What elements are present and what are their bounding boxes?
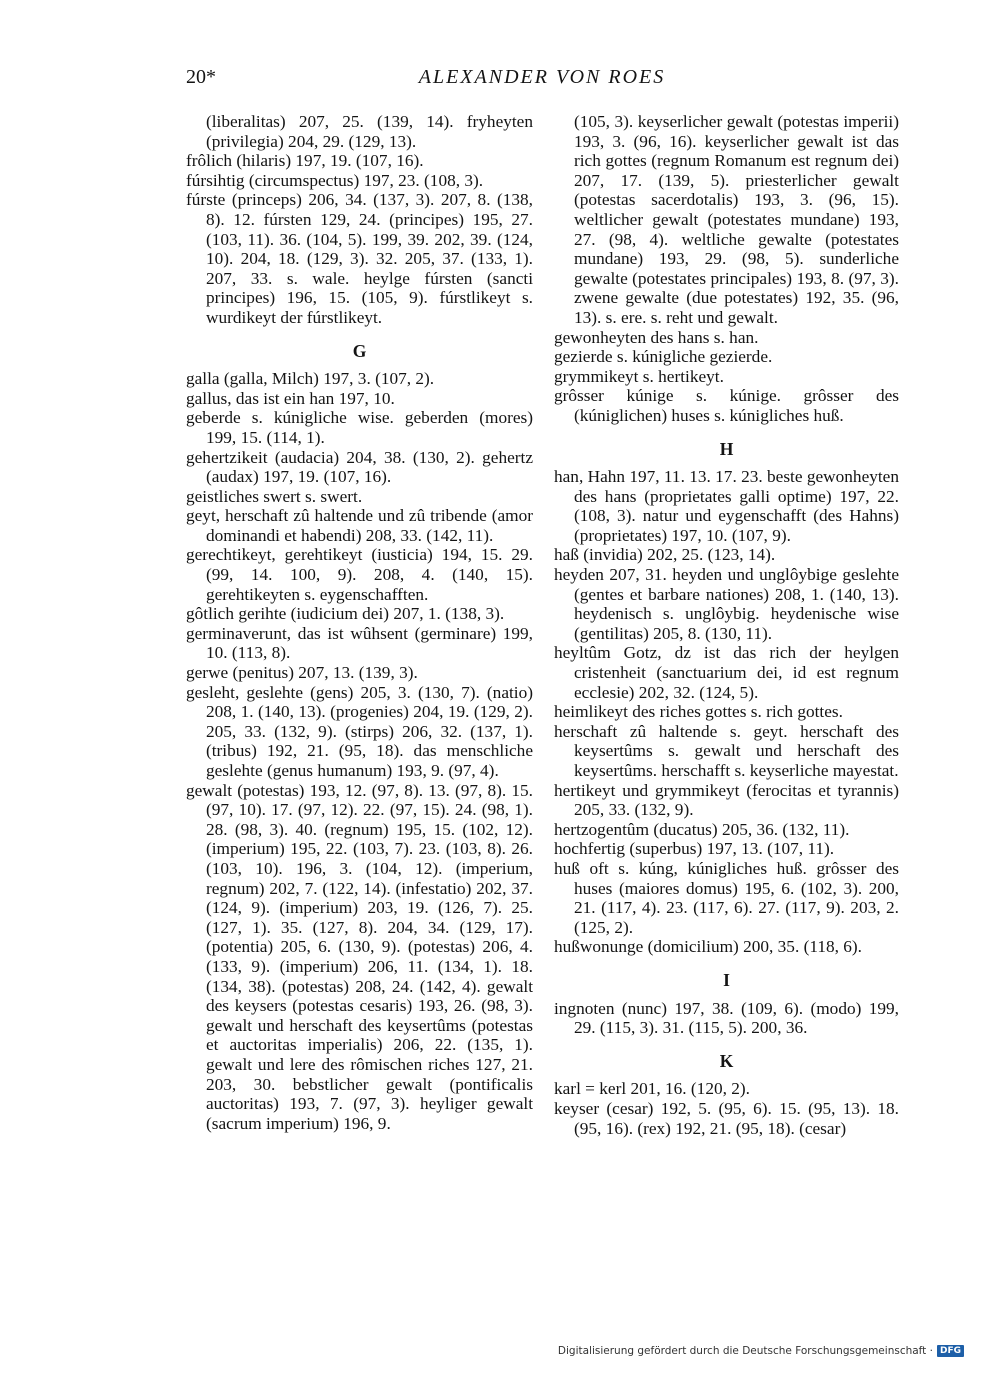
index-entry: heimlikeyt des riches gottes s. rich gottes. [554, 702, 843, 722]
index-entry: grymmikeyt s. hertikeyt. [554, 366, 724, 386]
index-entry: grôsser kúnige s. kúnige. grôsser des (kúniglichen) huses s. kúnigliches huß. [554, 386, 899, 425]
index-entry: gewonheyten des hans s. han. [554, 327, 759, 347]
index-entry: karl = kerl 201, 16. (120, 2). [554, 1079, 750, 1099]
index-entry: geyt, herschaft zû haltende und zû tribende (amor dominandi et habendi) 208, 33. (142, 11). [186, 506, 533, 545]
index-entry: geberde s. kúnigliche wise. geberden (mores) 199, 15. (114, 1). [186, 408, 533, 447]
index-entry: frôlich (hilaris) 197, 19. (107, 16). [186, 151, 424, 171]
index-entry-continued: (liberalitas) 207, 25. (139, 14). fryheyten (privilegia) 204, 29. (129, 13). [206, 112, 533, 151]
index-entry: hochfertig (superbus) 197, 13. (107, 11). [554, 839, 835, 859]
index-entry: gesleht, geslehte (gens) 205, 3. (130, 7). (natio) 208, 1. (140, 13). (progenies) 204, 19. (129, 2). 205, 33. (132, 9). (stirps) 206, 32. (137, 1). (tribus) 192, 21. (95, 18). das menschliche geslehte (genus humanum) 193, 9. (97, 4). [186, 682, 533, 780]
letter-heading: I [723, 969, 730, 990]
page-header [186, 66, 898, 96]
index-entry: hertzogentûm (ducatus) 205, 36. (132, 11). [554, 819, 850, 839]
index-entry-continued: (105, 3). keyserlicher gewalt (potestas imperii) 193, 3. (96, 16). keyserlicher gewalt ist das rich gottes (regnum Romanum est regnum dei) 207, 17. (139, 5). priesterlicher gewalt (potestas sacerdotalis) 193, 3. (96, 15). weltlicher gewalt (potestates mundane) 193, 27. (98, 4). weltliche gewalte (potestates mundane) 193, 29. (98, 5). sunderliche gewalte (potestates principales) 193, 8. (97, 3). zwene gewalte (due potestates) 192, 35. (96, 13). s. ere. s. reht und gewalt. [574, 112, 899, 327]
index-entry: germinaverunt, das ist wûhsent (germinare) 199, 10. (113, 8). [186, 623, 533, 663]
index-entry: galla (galla, Milch) 197, 3. (107, 2). [186, 369, 435, 389]
index-entry: haß (invidia) 202, 25. (123, 14). [554, 545, 776, 565]
index-column-left [186, 112, 533, 1133]
index-entry: ingnoten (nunc) 197, 38. (109, 6). (modo) 199, 29. (115, 3). 31. (115, 5). 200, 36. [554, 998, 899, 1038]
letter-heading: G [352, 340, 367, 361]
index-entry: geistliches swert s. swert. [186, 486, 363, 506]
index-entry: gehertzikeit (audacia) 204, 38. (130, 2). gehertz (audax) 197, 19. (107, 16). [186, 447, 533, 487]
footer-credit: Digitalisierung gefördert durch die Deutsche Forschungsgemeinschaft · [557, 1345, 933, 1357]
index-entry: gerechtikeyt, gerehtikeyt (iusticia) 194, 15. 29. (99, 14. 100, 9). 208, 4. (140, 15). gerehtikeyten s. eygenschafften. [186, 545, 533, 604]
letter-heading: H [719, 438, 734, 459]
letter-heading: K [719, 1050, 734, 1071]
index-entry: gôtlich gerihte (iudicium dei) 207, 1. (138, 3). [186, 604, 505, 624]
index-entry: huß oft s. kúng, kúnigliches huß. grôsser des huses (maiores domus) 195, 6. (102, 3). 200, 21. (117, 4). 23. (117, 6). 27. (117, 9). 203, 2. (125, 2). [554, 858, 899, 937]
index-column-right [554, 112, 899, 1138]
index-entry: gerwe (penitus) 207, 13. (139, 3). [186, 663, 418, 683]
index-entry: gallus, das ist ein han 197, 10. [186, 388, 395, 408]
index-entry: fúrste (princeps) 206, 34. (137, 3). 207, 8. (138, 8). 12. fúrsten 129, 24. (principes) 195, 27. (103, 11). 36. (104, 5). 199, 39. 202, 39. (124, 10). 204, 18. (129, 3). 32. 205, 37. (133, 1). 207, 33. s. wale. heylge fúrsten (sancti principes) 196, 15. (105, 9). fúrstlikeyt s. wurdikeyt der fúrstlikeyt. [186, 190, 533, 327]
index-entry: herschaft zû haltende s. geyt. herschaft des keysertûms s. gewalt und herschaft des keysertûms. herschafft s. keyserliche mayestat. [554, 721, 899, 780]
index-entry: keyser (cesar) 192, 5. (95, 6). 15. (95, 13). 18. (95, 16). (rex) 192, 21. (95, 18). (cesar) [554, 1098, 899, 1138]
index-entry: han, Hahn 197, 11. 13. 17. 23. beste gewonheyten des hans (proprietates galli optime) 197, 22. (108, 3). natur und eygenschafft (des Hahns) (proprietates) 197, 10. (107, 9). [554, 467, 899, 545]
index-entry: hertikeyt und grymmikeyt (ferocitas et tyrannis) 205, 33. (132, 9). [554, 780, 899, 820]
page-number: 20* [186, 66, 216, 88]
running-title: ALEXANDER VON ROES [418, 66, 666, 88]
index-entry: heyden 207, 31. heyden und unglôybige geslehte (gentes et barbare nationes) 208, 1. (140, 13). heydenisch s. unglôybig. heydenische wise (gentilitas) 205, 8. (130, 11). [554, 565, 899, 643]
index-entry: gezierde s. kúnigliche gezierde. [554, 347, 773, 367]
index-entry: gewalt (potestas) 193, 12. (97, 8). 13. (97, 8). 15. (97, 10). 17. (97, 12). 22. (97, 15). 24. (98, 1). 28. (98, 3). 40. (regnum) 195, 15. (102, 12). (imperium) 195, 22. (103, 7). 23. (103, 8). 26. (103, 10). 196, 3. (104, 12). (imperium, regnum) 202, 7. (122, 14). (infestatio) 202, 37. (124, 9). (imperium) 203, 19. (126, 7). 25. (127, 1). 35. (127, 8). 204, 34. (129, 17). (potentia) 205, 6. (130, 9). (potestas) 206, 4. (133, 9). (imperium) 206, 11. (134, 1). 18. (134, 38). (potestas) 208, 24. (142, 4). gewalt des keysers (potestas cesaris) 193, 26. (98, 3). gewalt und herschaft des keysertûms (potestas et auctoritas imperialis) 206, 22. (135, 1). gewalt und lere des rômischen riches 127, 21. 203, 30. bebstlicher gewalt (pontificalis auctoritas) 193, 7. (97, 3). heyliger gewalt (sacrum imperium) 196, 9. [186, 780, 533, 1133]
index-entry: fúrsihtig (circumspectus) 197, 23. (108, 3). [186, 170, 484, 190]
dfg-logo: DFG [937, 1345, 964, 1357]
index-entry: hußwonunge (domicilium) 200, 35. (118, 6). [554, 937, 862, 957]
footer [558, 1345, 964, 1357]
index-entry: heyltûm Gotz, dz ist das rich der heylgen cristenheit (sanctuarium dei, id est regnum ecclesie) 202, 32. (124, 5). [554, 643, 899, 702]
